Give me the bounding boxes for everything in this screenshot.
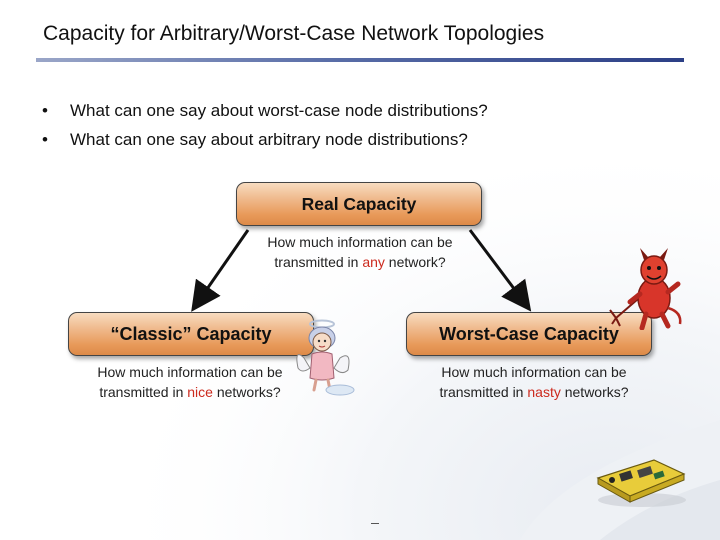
desc-line	[414, 382, 654, 402]
desc-line: How much information can be	[97, 364, 283, 380]
bullet-text: What can one say about worst-case node distributions?	[70, 101, 488, 120]
angel-icon	[296, 318, 360, 398]
page-title: Capacity for Arbitrary/Worst-Case Network Topologies	[43, 22, 545, 45]
bullet-text: What can one say about arbitrary node distributions?	[70, 130, 468, 149]
desc-text: transmitted in	[99, 384, 188, 400]
bullet-marker: •	[42, 101, 48, 120]
desc-highlight: nice	[187, 384, 213, 400]
desc-text: networks?	[212, 384, 281, 400]
worst-case-capacity-description	[414, 362, 654, 402]
classic-capacity-label: “Classic” Capacity	[110, 323, 272, 344]
footer-mark	[371, 523, 379, 524]
desc-text: network?	[384, 254, 446, 270]
real-capacity-label: Real Capacity	[301, 193, 417, 214]
real-capacity-box	[236, 182, 482, 226]
desc-line	[70, 382, 310, 402]
desc-text: transmitted in	[274, 254, 363, 270]
classic-capacity-description	[70, 362, 310, 402]
desc-highlight: any	[362, 254, 385, 270]
desc-text: networks?	[560, 384, 629, 400]
worst-case-capacity-label: Worst-Case Capacity	[439, 323, 619, 344]
classic-capacity-box	[68, 312, 314, 356]
sensor-device-icon	[590, 452, 690, 508]
desc-line: How much information can be	[267, 234, 453, 250]
real-capacity-description	[240, 232, 480, 272]
desc-line: How much information can be	[441, 364, 627, 380]
devil-icon	[606, 240, 686, 330]
desc-highlight: nasty	[527, 384, 561, 400]
desc-text: transmitted in	[439, 384, 528, 400]
bullet-marker: •	[42, 130, 48, 149]
desc-line	[240, 252, 480, 272]
